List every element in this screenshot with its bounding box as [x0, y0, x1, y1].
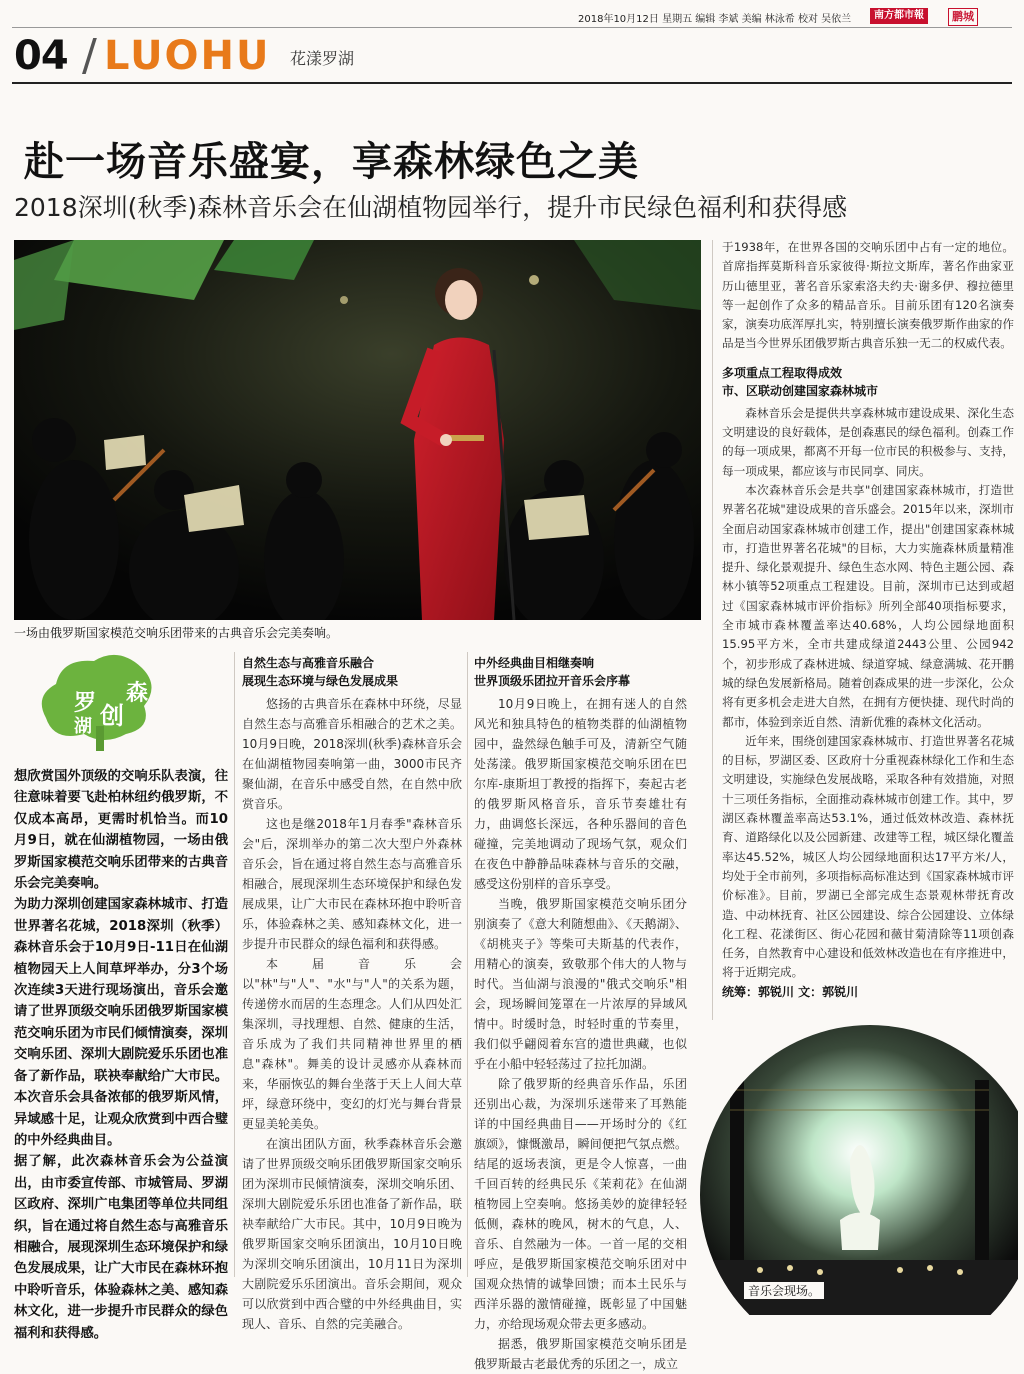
concert-photo	[700, 1020, 1018, 1315]
logo-char-sen: 森	[126, 681, 149, 706]
lead-paragraph: 为助力深圳创建国家森林城市、打造世界著名花城，2018深圳（秋季）森林音乐会于10月9日-11日在仙湖植物园天上人间草坪举办，分3个场次连续3天进行现场演出，音乐会邀请了世界顶级交响乐团俄罗斯国家模范交响乐团为市民们倾情演奏，深圳交响乐团、深圳大剧院爱乐乐团也准备了新作品，联袂奉献给广大市民。本次音乐会具备浓郁的俄罗斯风情，异域感十足，让观众欣赏到中西合璧的中外经典曲目。	[14, 897, 228, 1148]
column-divider	[712, 240, 713, 1020]
slash-divider: /	[82, 30, 97, 81]
byline: 统筹：郭锐川 文：郭锐川	[722, 984, 859, 999]
headline: 赴一场音乐盛宴，享森林绿色之美	[24, 139, 639, 185]
paragraph: 悠扬的古典音乐在森林中环绕，尽显自然生态与高雅音乐相融合的艺术之美。10月9日晚，2018深圳(秋季)森林音乐会在仙湖植物园奏响第一曲，3000市民齐聚仙湖，在音乐中感受自然，在自然中欣赏音乐。	[242, 697, 462, 811]
paragraph: 除了俄罗斯的经典音乐作品，乐团还别出心裁，为深圳乐迷带来了耳熟能详的中国经典曲目——开场时分的《红旗颂》，慷慨激昂，瞬间便把气氛点燃。结尾的返场表演，更是令人惊喜，一曲千回百转的经典民乐《茉莉花》在仙湖植物园上空奏响。悠扬美妙的旋律轻轻低侧，森林的晚风，树木的气息，人、音乐、自然融为一体。一首一尾的交相呼应，是俄罗斯国家模范交响乐团对中国观众热情的诚挚回馈；而本土民乐与西洋乐器的激情碰撞，既彰显了中国魅力，亦给现场观众带去更多感动。	[474, 1077, 687, 1331]
lead-paragraph: 想欣赏国外顶级的交响乐队表演，往往意味着要飞赴柏林纽约俄罗斯，不仅成本高昂，更需时机恰当。而10月9日，就在仙湖植物园，一场由俄罗斯国家模范交响乐团带来的古典音乐会完美奏响。	[14, 769, 228, 892]
logo-char-hu: 湖	[74, 716, 92, 737]
column-divider	[467, 652, 468, 1277]
lead-column	[14, 766, 228, 1344]
newspaper-logo: 南方都市報	[870, 8, 928, 24]
subhead: 中外经典曲目相继奏响	[474, 656, 595, 670]
main-photo-illustration	[14, 240, 701, 620]
top-rule	[12, 27, 1012, 28]
main-photo-caption: 一场由俄罗斯国家模范交响乐团带来的古典音乐会完美奏响。	[14, 626, 339, 640]
subhead: 世界顶级乐团拉开音乐会序幕	[474, 674, 631, 688]
header-rule	[12, 82, 1012, 84]
column-4	[722, 238, 1014, 1002]
paragraph: 在演出团队方面，秋季森林音乐会邀请了世界顶级交响乐团俄罗斯国家交响乐团为深圳市民倾情演奏，深圳交响乐团、深圳大剧院爱乐乐团也准备了新作品，联袂奉献给广大市民。其中，10月9日晚为俄罗斯国家交响乐团演出，10月10日晚为深圳交响乐团演出，10月11日为深圳大剧院爱乐乐团演出。音乐会期间，观众可以欣赏到中西合璧的中外经典曲目，实现人、音乐、自然的完美融合。	[242, 1137, 462, 1331]
subhead: 多项重点工程取得成效	[722, 365, 843, 380]
subhead: 市、区联动创建国家森林城市	[722, 383, 879, 398]
column-2	[242, 654, 462, 1334]
concert-stage-illustration	[700, 1020, 1018, 1315]
masthead-meta: 2018年10月12日 星期五 编辑 李斌 美编 林泳希 校对 吴依兰	[578, 14, 852, 25]
main-photo-concert-host	[14, 240, 701, 620]
section-subtitle: 花漾罗湖	[290, 49, 355, 68]
paragraph: 10月9日晚上，在拥有迷人的自然风光和独具特色的植物类群的仙湖植物园中，盎然绿色触手可及，清新空气随处荡漾。俄罗斯国家模范交响乐团在巴尔库-康斯坦丁教授的指挥下，奏起古老的俄罗斯风格音乐，音乐节奏雄壮有力，曲调悠长深远，各种乐器间的音色碰撞，完美地调动了现场气氛，观众们在夜色中静静品味森林与音乐的交融，感受这份别样的音乐享受。	[474, 697, 687, 891]
paragraph: 近年来，围绕创建国家森林城市、打造世界著名花城的目标，罗湖区委、区政府十分重视森林绿化工作和生态文明建设，实施绿色发展战略，采取各种有效措施，对照十三项任务指标，全面推动森林城市创建工作。其中，罗湖区森林覆盖率高达53.1%，通过低效林改造、森林抚育、道路绿化以及公园新建、改建等工程，城区绿化覆盖率达45.52%，城区人均公园绿地面积达17平方米/人，均处于全市前列，多项指标高标准达到《国家森林城市评价标准》。目前，罗湖已全部完成生态景观林带抚育改造、中动林抚育、社区公园建设、综合公园建设、立体绿化工程、花漾街区、街心花园和薇甘菊清除等11项创森任务，自然教育中心建设和低效林改造也在有序推进中，将于近期完成。	[722, 733, 1014, 980]
supplement-logo: 鹏城	[948, 8, 978, 26]
paragraph: 本届音乐会以"林"与"人"、"水"与"人"的关系为题，传递傍水而居的生态理念。人们从四处汇集深圳，寻找理想、自然、健康的生活，音乐成为了我们共同精神世界里的栖息"森林"。舞美的设计灵感亦从森林而来，华丽恢弘的舞台坐落于天上人间大草坪，绿意环绕中，变幻的灯光与舞台背景更显美轮美奂。	[242, 957, 462, 1131]
column-3	[474, 654, 687, 1374]
section-name: LUOHU	[104, 33, 271, 79]
paragraph: 森林音乐会是提供共享森林城市建设成果、深化生态文明建设的良好载体，是创森惠民的绿色福利。创森工作的每一项成果，都离不开每一位市民的积极参与、支持，每一项成果，都应该与市民同享、同庆。	[722, 405, 1014, 478]
subhead: 自然生态与高雅音乐融合	[242, 656, 375, 670]
paragraph: 据悉，俄罗斯国家模范交响乐团是俄罗斯最古老最优秀的乐团之一，成立	[474, 1337, 687, 1371]
paragraph: 这也是继2018年1月春季"森林音乐会"后，深圳举办的第二次大型户外森林音乐会，旨在通过将自然生态与高雅音乐相融合，展现深圳生态环境保护和绿色发展成果，让广大市民在森林环抱中聆听音乐，体验森林之美、感知森林文化，进一步提升市民群众的绿色福利和获得感。	[242, 817, 462, 951]
subheadline: 2018深圳(秋季)森林音乐会在仙湖植物园举行，提升市民绿色福利和获得感	[14, 193, 848, 222]
page-number: 04	[14, 33, 68, 79]
logo-char-luo: 罗	[74, 691, 97, 716]
lead-paragraph: 据了解，此次森林音乐会为公益演出，由市委宣传部、市城管局、罗湖区政府、深圳广电集团等单位共同组织，旨在通过将自然生态与高雅音乐相融合，展现深圳生态环境保护和绿色发展成果，让广大市民在森林环抱中聆听音乐，体验森林之美、感知森林文化，进一步提升市民群众的绿色福利和获得感。	[14, 1154, 228, 1341]
paragraph: 于1938年，在世界各国的交响乐团中占有一定的地位。首席指挥莫斯科音乐家彼得·斯拉文斯库，著名作曲家亚历山德里亚，著名音乐家索洛夫约夫·谢多伊、穆拉德里等一起创作了众多的精品音乐。目前乐团有120名演奏家，演奏功底浑厚扎实，特别擅长演奏俄罗斯作曲家的作品是当今世界乐团俄罗斯古典音乐独一无二的权威代表。	[722, 240, 1014, 351]
logo-char-chuang: 创	[100, 702, 124, 730]
luohu-chuangsen-logo	[34, 646, 164, 756]
subhead: 展现生态环境与绿色发展成果	[242, 674, 399, 688]
concert-photo-caption: 音乐会现场。	[744, 1282, 824, 1299]
column-divider	[234, 652, 235, 1277]
paragraph: 本次森林音乐会是共享"创建国家森林城市，打造世界著名花城"建设成果的音乐盛会。2015年以来，深圳市全面启动国家森林城市创建工作，提出"创建国家森林城市，打造世界著名花城"的目标，大力实施森林质量精准提升、绿化景观提升、绿色生态水网、特色主题公园、森林小镇等52项重点工程建设。目前，深圳市已达到或超过《国家森林城市评价指标》所列全部40项指标要求，全市城市森林覆盖率达40.68%，人均公园绿地面积15.95平方米，全市共建成绿道2443公里、公园942个，初步形成了森林进城、绿道穿城、绿意满城、花开鹏城的绿色发展新格局。随着创森成果的进一步深化，公众将有更多机会走进大自然，在拥有方便快捷、现代时尚的都市，体验到亲近自然、清新优雅的森林文化活动。	[722, 482, 1014, 729]
paragraph: 当晚，俄罗斯国家模范交响乐团分别演奏了《意大利随想曲》、《天鹅湖》、《胡桃夹子》等柴可夫斯基的代表作，用精心的演奏，致敬那个伟大的人物与时代。当仙湖与浪漫的"俄式交响乐"相会，现场瞬间笼罩在一片浓厚的异域风情中。时缓时急，时轻时重的节奏里，我们似乎翩阅着东宫的遗世典藏，也似乎在小船中轻轻荡过了拉托加湖。	[474, 897, 687, 1071]
